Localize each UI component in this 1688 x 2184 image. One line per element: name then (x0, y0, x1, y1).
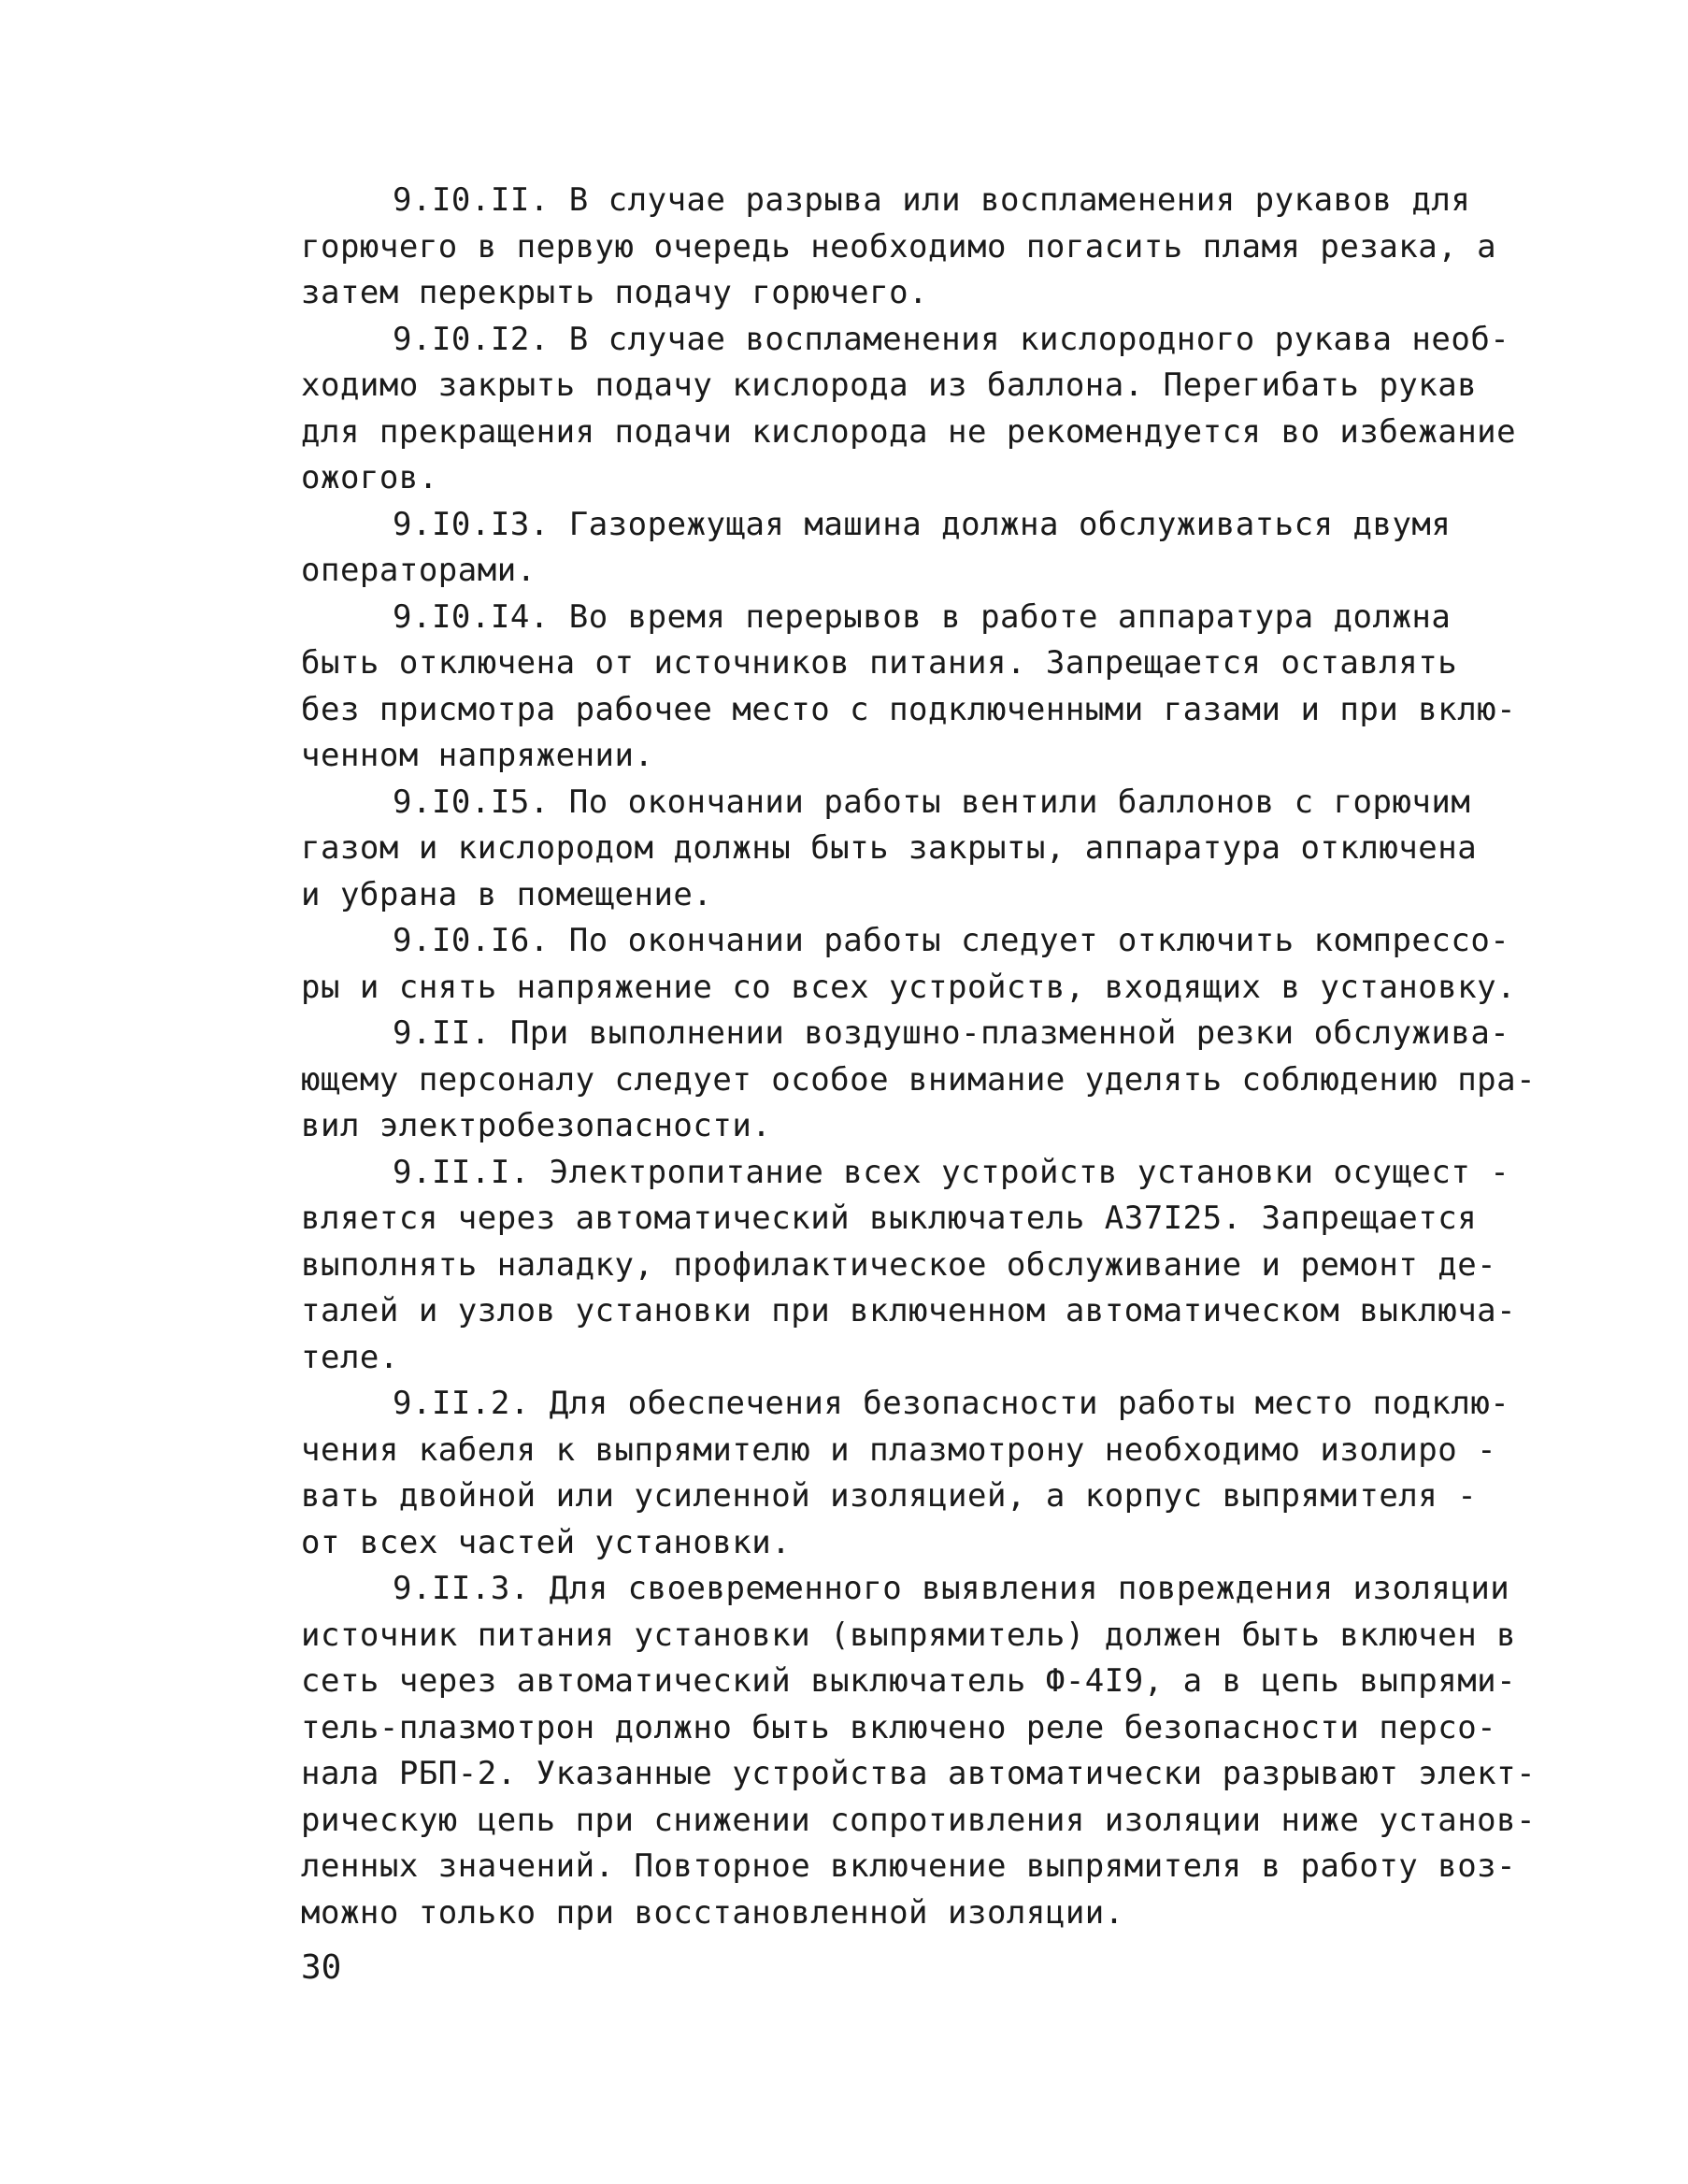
text-line: 9.I0.I3. Газорежущая машина должна обслуживаться двумя (393, 505, 1452, 543)
text-line: вляется через автоматический выключатель А37I25. Запрещается (301, 1200, 1478, 1237)
text-line: ожогов. (301, 459, 438, 496)
text-line: 9.I0.II. В случае разрыва или воспламенения рукавов для (393, 181, 1471, 219)
body-text (301, 178, 1537, 1936)
text-line: талей и узлов установки при включенном автоматическом выключа- (301, 1292, 1517, 1329)
text-line: 9.I0.I4. Во время перерывов в работе аппаратура должна (393, 597, 1452, 636)
text-line: для прекращения подачи кислорода не рекомендуется во избежание (301, 412, 1517, 451)
text-line: выполнять наладку, профилактическое обслуживание и ремонт де- (301, 1245, 1497, 1284)
text-line: 9.II. При выполнении воздушно-плазменной резки обслужива- (393, 1014, 1510, 1052)
text-line: ходимо закрыть подачу кислорода из баллона. Перегибать рукав (301, 366, 1478, 404)
text-line: от всех частей установки. (301, 1523, 792, 1561)
text-line: и убрана в помещение. (301, 875, 713, 913)
text-line: быть отключена от источников питания. Запрещается оставлять (301, 644, 1458, 682)
text-line: ленных значений. Повторное включение выпрямителя в работу воз- (301, 1847, 1517, 1885)
text-line: сеть через автоматический выключатель Ф-4I9, а в цепь выпрями- (301, 1662, 1517, 1700)
text-line: горючего в первую очередь необходимо погасить пламя резака, а (301, 227, 1497, 266)
text-line: 9.II.2. Для обеспечения безопасности работы место подклю- (393, 1385, 1510, 1422)
text-line: 9.I0.I2. В случае воспламенения кислородного рукава необ- (393, 320, 1510, 358)
text-line: 9.II.I. Электропитание всех устройств установки осущест - (393, 1153, 1510, 1191)
text-line: затем перекрыть подачу горючего. (301, 274, 929, 311)
text-line: ченном напряжении. (301, 737, 654, 774)
text-line: 9.I0.I6. По окончании работы следует отключить компрессо- (393, 922, 1510, 959)
page-number: 30 (301, 1948, 342, 1987)
text-line: газом и кислородом должны быть закрыты, аппаратура отключена (301, 829, 1478, 867)
text-line: без присмотра рабочее место с подключенными газами и при вклю- (301, 690, 1517, 728)
text-line: ющему персоналу следует особое внимание уделять соблюдению пра- (301, 1060, 1537, 1099)
text-line: можно только при восстановленной изоляции. (301, 1893, 1124, 1932)
text-line: 9.II.3. Для своевременного выявления повреждения изоляции (393, 1570, 1510, 1607)
text-line: рическую цепь при снижении сопротивления изоляции ниже установ- (301, 1801, 1537, 1839)
text-line: 9.I0.I5. По окончании работы вентили баллонов с горючим (393, 783, 1471, 821)
text-line: вил электробезопасности. (301, 1107, 772, 1144)
text-line: чения кабеля к выпрямителю и плазмотрону необходимо изолиро - (301, 1430, 1497, 1469)
text-line: ры и снять напряжение со всех устройств, входящих в установку. (301, 968, 1517, 1006)
text-line: теле. (301, 1338, 399, 1376)
text-line: операторами. (301, 552, 536, 589)
text-line: вать двойной или усиленной изоляцией, а корпус выпрямителя - (301, 1477, 1478, 1515)
text-line: источник питания установки (выпрямитель) должен быть включен в (301, 1616, 1517, 1654)
text-line: тель-плазмотрон должно быть включено реле безопасности персо- (301, 1708, 1497, 1746)
text-line: нала РБП-2. Указанные устройства автоматически разрывают элект- (301, 1755, 1537, 1792)
